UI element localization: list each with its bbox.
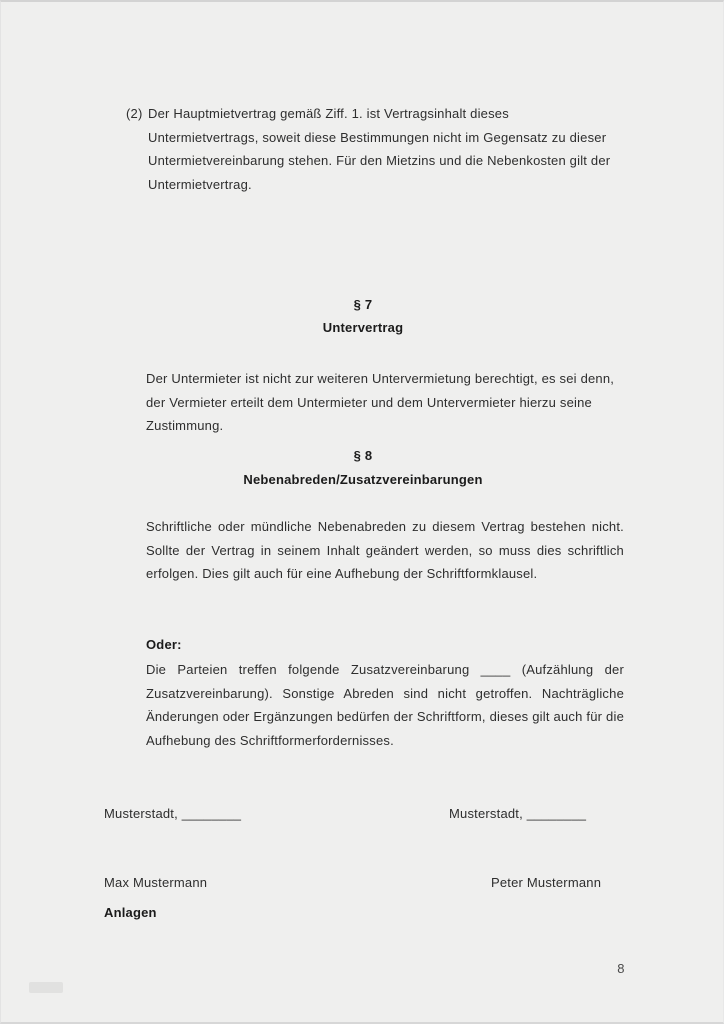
- faint-watermark: [29, 982, 63, 993]
- clause-text: Der Hauptmietvertrag gemäß Ziff. 1. ist Vertragsinhalt dieses Untermietvertrags, soweit diese Bestimmungen nicht im Gegensatz zu dieser Untermietvereinbarung stehen. Für den Mietzins und die Nebenkosten gilt der Untermietvertrag.: [148, 106, 611, 192]
- section-8-body: Schriftliche oder mündliche Nebenabreden zu diesem Vertrag bestehen nicht. Sollte der Vertrag in seinem Inhalt geändert werden, so muss dies schriftlich erfolgen. Dies gilt auch für eine Aufhebung der Schriftformklausel.: [146, 519, 624, 581]
- signature-place-left: Musterstadt, ________: [104, 806, 242, 821]
- section-7-number: § 7: [353, 297, 373, 312]
- signature-place-right: Musterstadt, ________: [449, 806, 587, 821]
- section-8-title: Nebenabreden/Zusatzvereinbarungen: [243, 472, 483, 487]
- clause-number: (2): [126, 106, 143, 121]
- section-8-number: § 8: [353, 448, 373, 463]
- page-number: 8: [617, 961, 625, 976]
- clause-2: [126, 102, 618, 196]
- section-7-body: Der Untermieter ist nicht zur weiteren Untervermietung berechtigt, es sei denn, der Vermieter erteilt dem Untermieter und dem Untervermieter hierzu seine Zustimmung.: [146, 371, 615, 433]
- attachments-label: Anlagen: [104, 905, 157, 920]
- signature-name-left: Max Mustermann: [104, 875, 208, 890]
- alternative-clause-label: Oder:: [146, 637, 182, 652]
- signature-name-right: Peter Mustermann: [491, 875, 602, 890]
- alternative-clause-body: Die Parteien treffen folgende Zusatzvereinbarung ____ (Aufzählung der Zusatzvereinbarung). Sonstige Abreden sind nicht getroffen. Nachträgliche Änderungen oder Ergänzungen bedürfen der Schriftform, dieses gilt auch für die Aufhebung des Schriftformerfordernisses.: [146, 662, 624, 748]
- section-7-title: Untervertrag: [322, 320, 404, 335]
